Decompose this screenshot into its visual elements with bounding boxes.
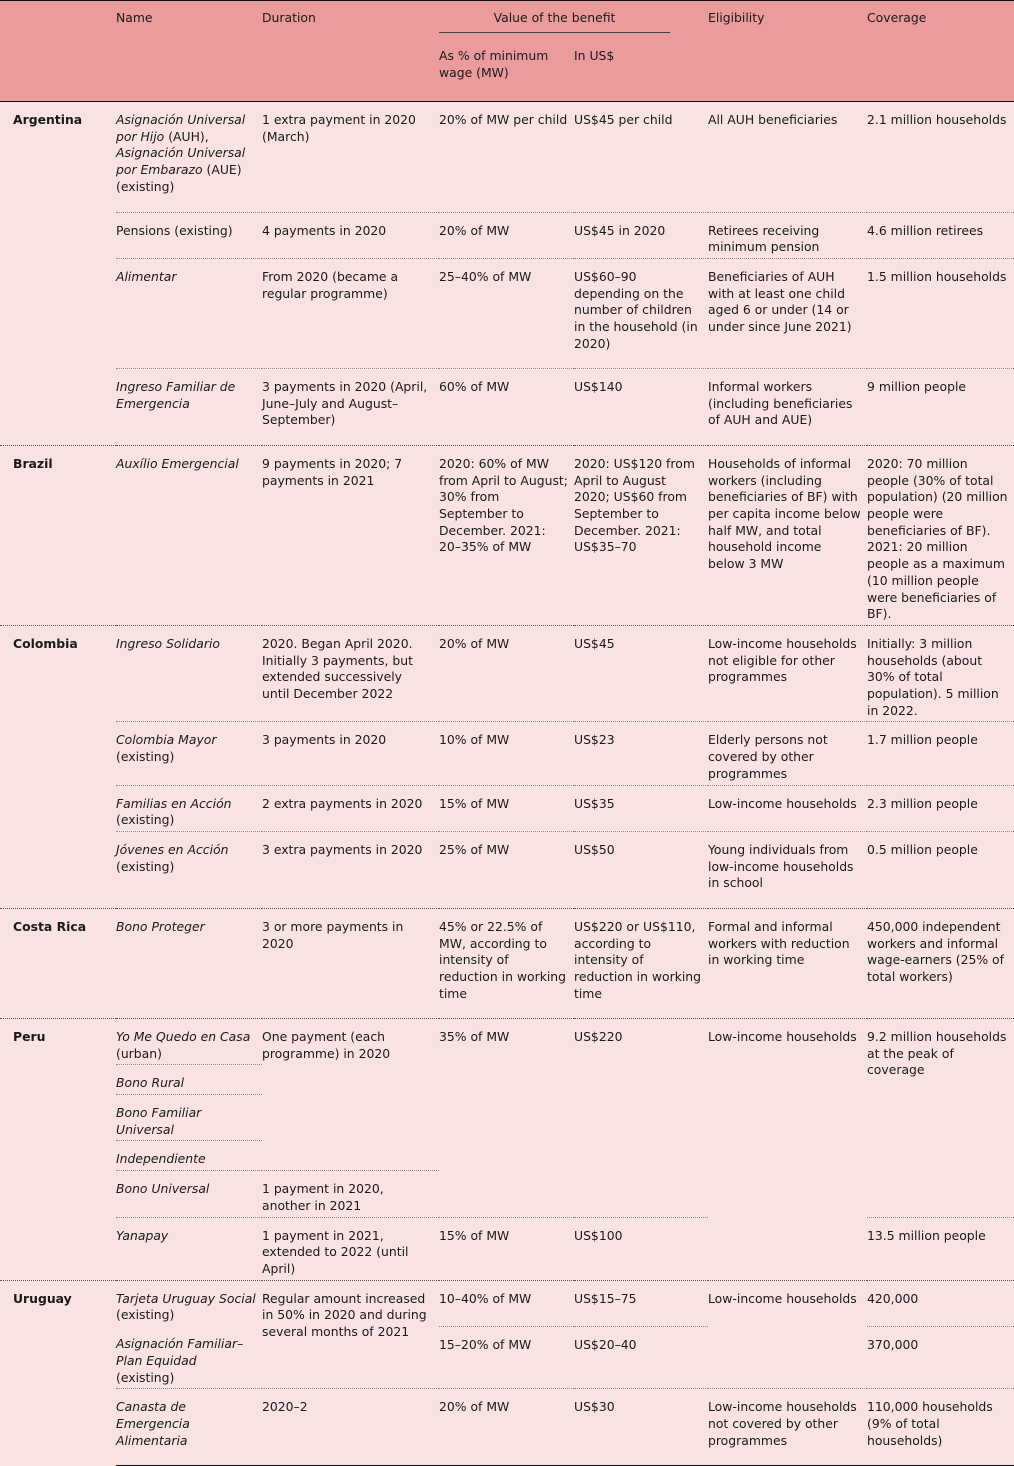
coverage-cell: 13.5 million people xyxy=(867,1217,1014,1280)
name-cell: Bono Universal xyxy=(116,1171,262,1217)
usd-cell: US$100 xyxy=(574,1217,708,1280)
country-cell: Uruguay xyxy=(0,1280,116,1466)
eligibility-cell: Low-income households xyxy=(708,1018,867,1280)
pct-mw-cell: 10–40% of MW xyxy=(439,1280,574,1326)
pct-mw-cell: 2020: 60% of MW from April to August; 30% from September to December. 2021: 20–35% of MW xyxy=(439,445,574,625)
duration-cell: 2 extra payments in 2020 xyxy=(262,785,439,831)
duration-cell: 3 extra payments in 2020 xyxy=(262,831,439,908)
eligibility-cell: Low-income households xyxy=(708,785,867,831)
eligibility-cell: Low-income households not covered by other programmes xyxy=(708,1389,867,1466)
name-cell: Bono Proteger xyxy=(116,908,262,1018)
usd-cell: US$30 xyxy=(574,1389,708,1466)
header-coverage: Coverage xyxy=(867,10,927,25)
name-cell: Tarjeta Uruguay Social (existing) xyxy=(116,1280,262,1326)
usd-cell: 2020: US$120 from April to August 2020; US$60 from September to December. 2021: US$35–70 xyxy=(574,445,708,625)
usd-cell: US$23 xyxy=(574,722,708,785)
coverage-cell: 2.3 million people xyxy=(867,785,1014,831)
table-row xyxy=(0,368,1014,445)
name-cell: Yanapay xyxy=(116,1217,262,1280)
table-row xyxy=(0,212,1014,258)
duration-cell: Regular amount increased in 50% in 2020 and during several months of 2021 xyxy=(262,1280,439,1389)
name-cell: Ingreso Familiar de Emergencia xyxy=(116,368,262,445)
header-eligibility: Eligibility xyxy=(708,10,765,25)
coverage-cell: 2.1 million households xyxy=(867,112,1007,127)
table-row xyxy=(0,1280,1014,1326)
pct-mw-cell: 20% of MW xyxy=(439,1389,574,1466)
name-cell: Pensions (existing) xyxy=(116,212,262,258)
coverage-cell: 9 million people xyxy=(867,368,1014,445)
pct-mw-cell: 10% of MW xyxy=(439,722,574,785)
duration-cell: 4 payments in 2020 xyxy=(262,212,439,258)
country-cell: Brazil xyxy=(0,445,116,625)
duration-cell: 3 payments in 2020 (April, June–July and August–September) xyxy=(262,368,439,445)
name-cell: Jóvenes en Acción (existing) xyxy=(116,831,262,908)
coverage-cell: 9.2 million households at the peak of coverage xyxy=(867,1018,1014,1217)
duration-cell: From 2020 (became a regular programme) xyxy=(262,258,439,368)
coverage-cell: 110,000 households (9% of total households) xyxy=(867,1389,1014,1466)
table-row xyxy=(0,445,1014,625)
name-cell: Ingreso Solidario xyxy=(116,625,262,722)
eligibility-cell: Households of informal workers (including beneficiaries of BF) with per capita income below half MW, and total household income below 3 MW xyxy=(708,445,867,625)
table-header xyxy=(0,0,1014,102)
usd-cell: US$45 in 2020 xyxy=(574,212,708,258)
eligibility-cell: Formal and informal workers with reduction in working time xyxy=(708,908,867,1018)
header-name: Name xyxy=(116,10,153,25)
name-cell: Asignación Familiar–Plan Equidad (existing) xyxy=(116,1336,244,1385)
pct-mw-cell: 20% of MW xyxy=(439,625,574,722)
eligibility-cell: Low-income households not eligible for other programmes xyxy=(708,625,867,722)
coverage-cell: 2020: 70 million people (30% of total population) (20 million people were beneficiaries of BF). 2021: 20 million people as a maximum (10 million people were beneficiaries of BF). xyxy=(867,445,1014,625)
name-cell: Auxílio Emergencial xyxy=(116,445,262,625)
duration-cell: 2020–2 xyxy=(262,1389,439,1466)
header-pct-mw: As % of minimum wage (MW) xyxy=(439,48,549,80)
table-row xyxy=(0,908,1014,1018)
pct-mw-cell: 15–20% of MW xyxy=(439,1326,574,1389)
name-cell: Bono Familiar Universal xyxy=(116,1095,262,1141)
table-row xyxy=(0,102,1014,212)
eligibility-cell: Retirees receiving minimum pension xyxy=(708,212,867,258)
header-duration: Duration xyxy=(262,10,316,25)
name-cell: Familias en Acción (existing) xyxy=(116,785,262,831)
duration-cell: 3 or more payments in 2020 xyxy=(262,908,439,1018)
usd-cell: US$50 xyxy=(574,831,708,908)
pct-mw-cell: 60% of MW xyxy=(439,368,574,445)
eligibility-cell: Informal workers (including beneficiaries of AUH and AUE) xyxy=(708,368,867,445)
header-usd: In US$ xyxy=(574,48,615,63)
pct-mw-cell: 20% of MW xyxy=(439,212,574,258)
eligibility-cell: Elderly persons not covered by other programmes xyxy=(708,722,867,785)
name-cell: Asignación Universal por Hijo (AUH), Asignación Universal por Embarazo (AUE) (existing) xyxy=(116,112,246,194)
benefits-table xyxy=(0,102,1014,1466)
usd-cell: US$60–90 depending on the number of children in the household (in 2020) xyxy=(574,258,708,368)
pct-mw-cell: 20% of MW per child xyxy=(439,112,568,127)
eligibility-cell: Beneficiaries of AUH with at least one child aged 6 or under (14 or under since June 2021) xyxy=(708,258,867,368)
duration-cell: 1 extra payment in 2020 (March) xyxy=(262,112,416,144)
country-cell: Argentina xyxy=(13,112,83,127)
duration-cell: One payment (each programme) in 2020 xyxy=(262,1018,439,1170)
header-value-group: Value of the benefit xyxy=(493,10,616,25)
usd-cell: US$220 or US$110, according to intensity of reduction in working time xyxy=(574,908,708,1018)
header-group-rule xyxy=(439,32,670,33)
table-row xyxy=(0,831,1014,908)
usd-cell: US$45 xyxy=(574,625,708,722)
country-cell: Costa Rica xyxy=(0,908,116,1018)
eligibility-cell: All AUH beneficiaries xyxy=(708,112,838,127)
pct-mw-cell: 15% of MW xyxy=(439,1217,574,1280)
eligibility-cell: Young individuals from low-income households in school xyxy=(708,831,867,908)
usd-cell: US$140 xyxy=(574,368,708,445)
coverage-cell: 0.5 million people xyxy=(867,831,1014,908)
country-cell: Colombia xyxy=(0,625,116,908)
duration-cell: 1 payment in 2021, extended to 2022 (until April) xyxy=(262,1217,439,1280)
name-cell: Canasta de Emergencia Alimentaria xyxy=(116,1389,262,1466)
table-row xyxy=(0,1389,1014,1466)
duration-cell: 3 payments in 2020 xyxy=(262,722,439,785)
coverage-cell: 370,000 xyxy=(867,1326,1014,1389)
coverage-cell: 4.6 million retirees xyxy=(867,212,1014,258)
table-row xyxy=(0,785,1014,831)
usd-cell: US$35 xyxy=(574,785,708,831)
coverage-cell: 1.5 million households xyxy=(867,258,1014,368)
name-cell: Bono Rural xyxy=(116,1065,262,1095)
table-row xyxy=(0,722,1014,785)
pct-mw-cell: 25–40% of MW xyxy=(439,258,574,368)
country-cell: Peru xyxy=(0,1018,116,1280)
usd-cell: US$45 per child xyxy=(574,112,673,127)
usd-cell: US$20–40 xyxy=(574,1326,708,1389)
duration-cell: 2020. Began April 2020. Initially 3 payments, but extended successively until December 2022 xyxy=(262,625,439,722)
table-row xyxy=(0,1018,1014,1064)
usd-cell: US$220 xyxy=(574,1018,708,1217)
table-row xyxy=(0,625,1014,722)
name-cell: Yo Me Quedo en Casa (urban) xyxy=(116,1018,262,1064)
duration-cell: 1 payment in 2020, another in 2021 xyxy=(262,1171,439,1217)
table-row xyxy=(0,258,1014,368)
pct-mw-cell: 35% of MW xyxy=(439,1018,574,1217)
coverage-cell: 420,000 xyxy=(867,1280,1014,1326)
eligibility-cell: Low-income households xyxy=(708,1280,867,1389)
coverage-cell: 450,000 independent workers and informal wage-earners (25% of total workers) xyxy=(867,908,1014,1018)
name-cell: Independiente xyxy=(116,1141,262,1171)
name-cell: Alimentar xyxy=(116,258,262,368)
pct-mw-cell: 25% of MW xyxy=(439,831,574,908)
duration-cell: 9 payments in 2020; 7 payments in 2021 xyxy=(262,445,439,625)
pct-mw-cell: 45% or 22.5% of MW, according to intensity of reduction in working time xyxy=(439,908,574,1018)
name-cell: Colombia Mayor (existing) xyxy=(116,722,262,785)
coverage-cell: 1.7 million people xyxy=(867,722,1014,785)
coverage-cell: Initially: 3 million households (about 30% of total population). 5 million in 2022. xyxy=(867,625,1014,722)
usd-cell: US$15–75 xyxy=(574,1280,708,1326)
pct-mw-cell: 15% of MW xyxy=(439,785,574,831)
